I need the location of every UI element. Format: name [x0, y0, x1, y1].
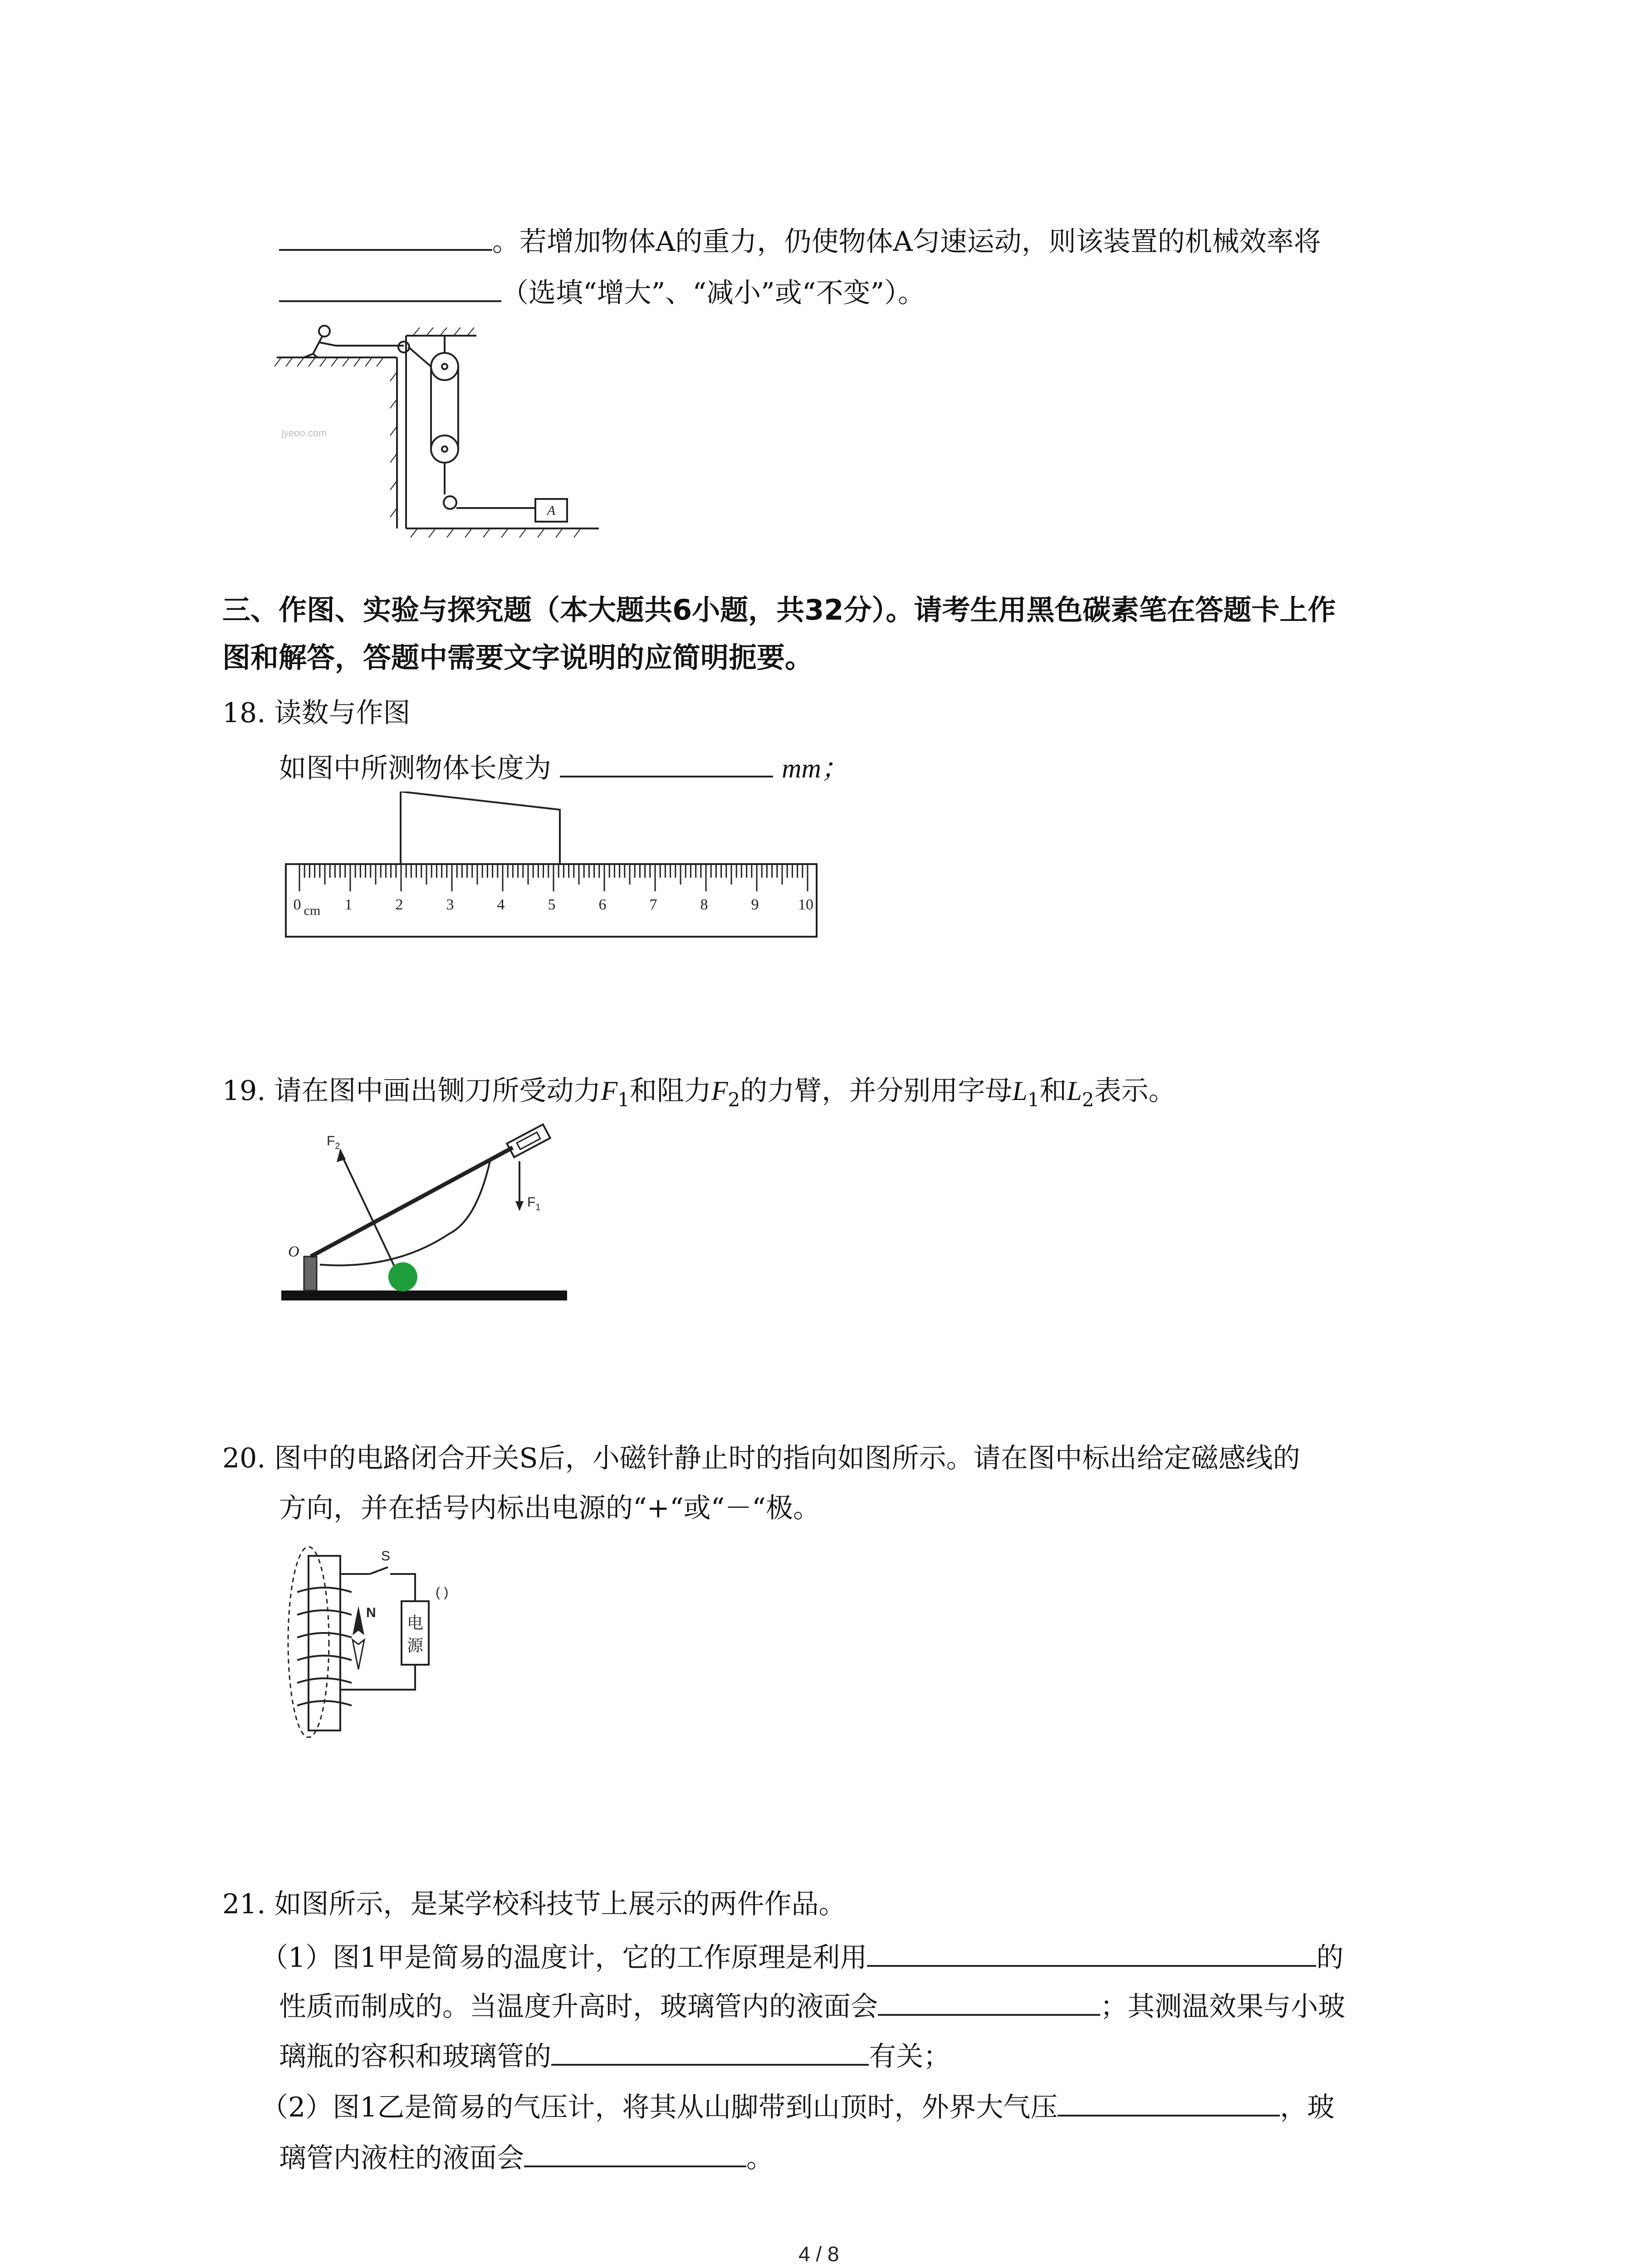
- switch-s-label: S: [381, 1549, 391, 1564]
- f1-label: $F_1$: [527, 1195, 541, 1212]
- question-number: 18.: [222, 697, 266, 729]
- answer-blank[interactable]: [867, 1937, 1316, 1967]
- question-number: 19.: [222, 1075, 266, 1107]
- q21-part1-line-2: 性质而制成的。当温度升高时，玻璃管内的液面会 ；其测温效果与小玻: [279, 1986, 1345, 2025]
- q17-line-2: （选填“增大”、“减小”或“不变”）。: [279, 272, 925, 311]
- ruler-tick-label: 2: [395, 896, 403, 913]
- guillotine-figure: [277, 1120, 576, 1311]
- q19-text: 19. 请在图中画出铡刀所受动力$F_1$和阻力$F_2$的力臂，并分别用字母$L_1$和$L_2$表示。: [222, 1075, 1176, 1111]
- q21-intro: 21. 如图所示，是某学校科技节上展示的两件作品。: [222, 1888, 846, 1920]
- q20-line-1: 20. 图中的电路闭合开关S后，小磁针静止时的指向如图所示。请在图中标出给定磁感线的: [222, 1442, 1300, 1474]
- q21-part2-line-1: （2）图1乙是简易的气压计，将其从山脚带到山顶时，外界大气压 ，玻: [261, 2087, 1334, 2126]
- ruler-tick-label: 7: [649, 896, 657, 913]
- answer-blank[interactable]: [551, 2036, 869, 2066]
- ruler-tick-label: 3: [446, 896, 454, 913]
- section-3-heading-line-2: 图和解答，答题中需要文字说明的应简明扼要。: [222, 641, 813, 674]
- q18-prompt: 如图中所测物体长度为 mm；: [279, 748, 848, 787]
- circuit-figure: [279, 1538, 515, 1751]
- ruler-unit-label: cm: [304, 903, 321, 918]
- section-3-heading-line-1: 三、作图、实验与探究题（本大题共6小题，共32分）。请考生用黑色碳素笔在答题卡上作: [222, 593, 1336, 626]
- q20-line-2: 方向，并在括号内标出电源的“+“或“－“极。: [279, 1492, 820, 1524]
- power-source-label-2: 源: [407, 1637, 424, 1655]
- ruler-tick-label: 9: [751, 896, 759, 913]
- ruler-tick-label: 8: [700, 896, 708, 913]
- answer-blank[interactable]: [279, 272, 501, 302]
- ruler-tick-label: 6: [598, 896, 607, 913]
- answer-blank[interactable]: [560, 748, 773, 777]
- answer-blank[interactable]: [279, 221, 492, 251]
- pivot-o-label: O: [288, 1243, 299, 1260]
- watermark: jyeoo.com: [281, 427, 327, 439]
- block-a-label: A: [547, 503, 556, 518]
- question-number: 20.: [222, 1442, 266, 1474]
- polarity-bracket: ( ): [436, 1585, 449, 1600]
- f2-label: $F_2$: [327, 1134, 340, 1151]
- ruler-tick-label: 5: [548, 896, 556, 913]
- q21-part1-line-3: 璃瓶的容积和玻璃管的 有关；: [279, 2036, 950, 2075]
- ruler-tick-label: 1: [344, 896, 353, 913]
- ruler-tick-label: 4: [497, 896, 505, 913]
- q18-title: 18. 读数与作图: [222, 697, 411, 729]
- needle-n-label: N: [366, 1605, 376, 1620]
- q17-line-1: 。若增加物体A的重力，仍使物体A匀速运动，则该装置的机械效率将: [279, 221, 1321, 260]
- ruler-zero-label: 0: [293, 896, 301, 913]
- q21-part1-line-1: （1）图1甲是简易的温度计，它的工作原理是利用 的: [261, 1937, 1343, 1976]
- pulley-figure: [272, 308, 617, 544]
- ruler-figure: [281, 792, 821, 941]
- q21-part2-line-2: 璃管内液柱的液面会 。: [279, 2137, 774, 2176]
- ruler-tick-label: 10: [798, 896, 813, 913]
- green-ball: [388, 1262, 417, 1291]
- answer-blank[interactable]: [524, 2137, 746, 2167]
- power-source-label-1: 电: [407, 1614, 424, 1633]
- question-number: 21.: [222, 1888, 266, 1920]
- answer-blank[interactable]: [878, 1986, 1100, 2016]
- page-number: 4 / 8: [798, 2242, 839, 2266]
- answer-blank[interactable]: [1058, 2087, 1280, 2116]
